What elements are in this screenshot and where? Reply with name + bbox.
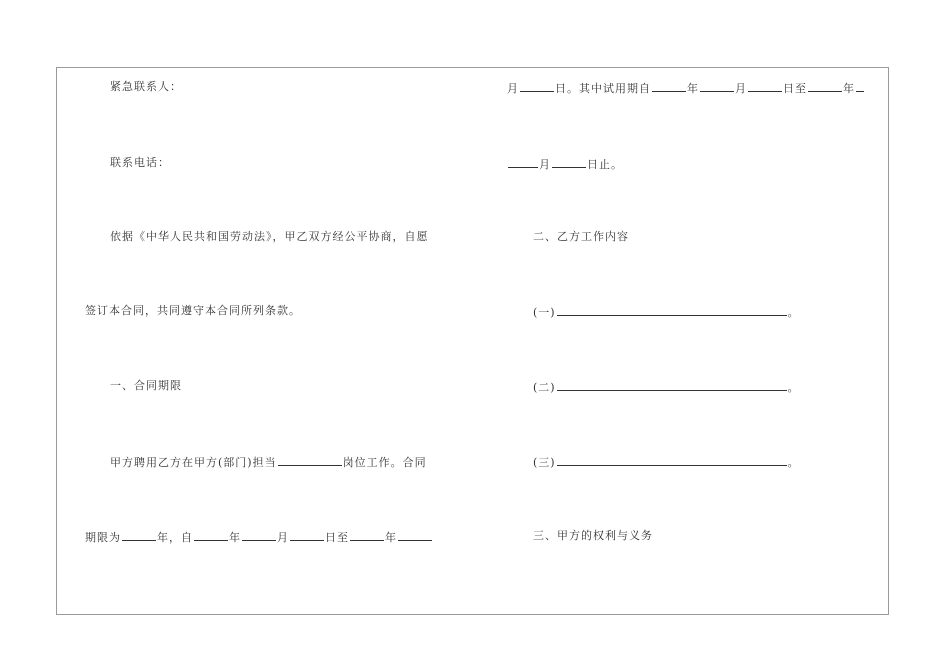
work-item-2-end: 。 <box>787 381 800 394</box>
term-text-d: 月 <box>277 531 289 544</box>
start-day-blank[interactable] <box>290 529 324 541</box>
probation-trailing-blank[interactable] <box>856 80 864 92</box>
section3-title-text: 三、甲方的权利与义务 <box>533 529 653 542</box>
basis-text-2: 签订本合同，共同遵守本合同所列条款。 <box>85 304 301 317</box>
section1-title-text: 一、合同期限 <box>110 379 182 392</box>
basis-text-1: 依据《中华人民共和国劳动法》，甲乙双方经公平协商，自愿 <box>110 230 429 243</box>
probation-start-month-blank[interactable] <box>700 80 734 92</box>
section2-title <box>533 230 629 244</box>
probation-end-day-blank[interactable] <box>552 156 586 168</box>
end-month-blank[interactable] <box>398 529 432 541</box>
work-item-1-label: (一) <box>533 306 556 319</box>
term-text-f: 年 <box>385 531 397 544</box>
section1-title <box>110 379 182 393</box>
work-item-2 <box>533 379 800 395</box>
term-text-e: 日至 <box>325 531 349 544</box>
start-year-blank[interactable] <box>194 529 228 541</box>
work-item-3-end: 。 <box>787 456 800 469</box>
phone-label <box>110 156 170 170</box>
probation-text-f: 年 <box>843 82 855 95</box>
probation-clause-line2 <box>507 156 623 172</box>
term-text-c: 年 <box>229 531 241 544</box>
probation2-text-b: 日止。 <box>587 158 623 171</box>
position-blank[interactable] <box>278 454 342 466</box>
emergency-contact-label <box>110 80 182 94</box>
work-item-2-blank[interactable] <box>557 379 787 391</box>
section3-title <box>533 529 653 543</box>
term-text-b: 年，自 <box>157 531 193 544</box>
employment-clause-line1 <box>110 454 427 470</box>
probation2-text-a: 月 <box>539 158 551 171</box>
start-month-blank[interactable] <box>242 529 276 541</box>
basis-paragraph-line2 <box>85 304 301 318</box>
work-item-2-label: (二) <box>533 381 556 394</box>
probation-end-year-blank[interactable] <box>808 80 842 92</box>
work-item-3 <box>533 454 800 470</box>
probation-start-year-blank[interactable] <box>652 80 686 92</box>
basis-paragraph-line1 <box>110 230 429 244</box>
term-text-a: 期限为 <box>85 531 121 544</box>
employ-text-b: 岗位工作。合同 <box>342 456 427 469</box>
probation-clause-line1 <box>507 80 865 96</box>
probation-text-e: 日至 <box>783 82 807 95</box>
work-item-1 <box>533 304 800 320</box>
probation-text-c: 年 <box>687 82 699 95</box>
section2-title-text: 二、乙方工作内容 <box>533 230 629 243</box>
work-item-1-blank[interactable] <box>557 304 787 316</box>
term-years-blank[interactable] <box>122 529 156 541</box>
end-day-blank[interactable] <box>520 80 554 92</box>
emergency-contact-text: 紧急联系人： <box>110 80 182 93</box>
probation-start-day-blank[interactable] <box>748 80 782 92</box>
work-item-1-end: 。 <box>787 306 800 319</box>
phone-text: 联系电话： <box>110 156 170 169</box>
probation-text-d: 月 <box>735 82 747 95</box>
employment-clause-line2 <box>85 529 433 545</box>
probation-text-a: 月 <box>507 82 519 95</box>
probation-text-b: 日。其中试用期自 <box>555 82 651 95</box>
work-item-3-blank[interactable] <box>557 454 787 466</box>
employ-text-a: 甲方聘用乙方在甲方(部门)担当 <box>110 456 277 469</box>
work-item-3-label: (三) <box>533 456 556 469</box>
probation-end-month-blank[interactable] <box>508 156 538 168</box>
end-year-blank[interactable] <box>350 529 384 541</box>
